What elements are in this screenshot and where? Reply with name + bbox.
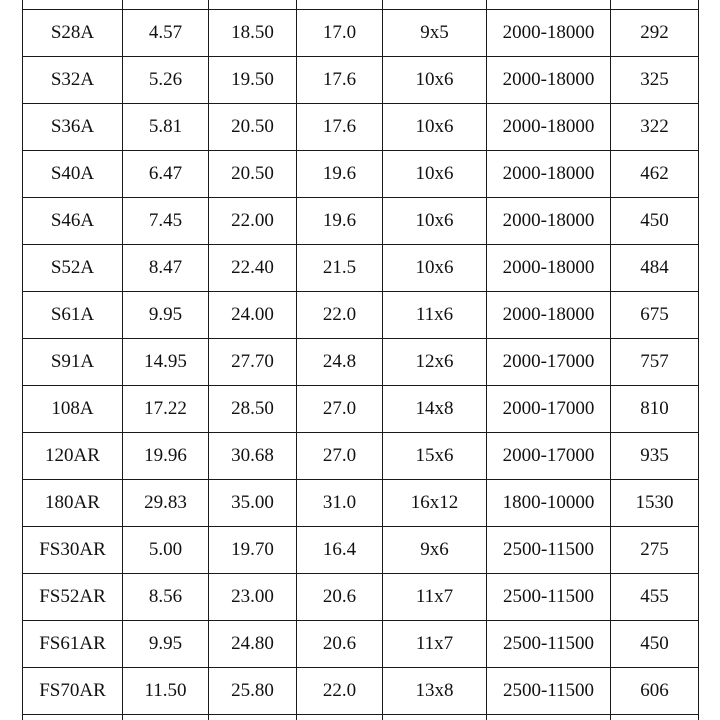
table-cell: 31.0 bbox=[297, 480, 383, 527]
table-cell: 606 bbox=[611, 668, 699, 715]
table-cell: 20.50 bbox=[209, 151, 297, 198]
table-cell: 935 bbox=[611, 433, 699, 480]
table-cell: 2000-18000 bbox=[487, 245, 611, 292]
table-cell: 14x8 bbox=[383, 386, 487, 433]
model-cell: S46A bbox=[23, 198, 123, 245]
table-cell: 17.0 bbox=[297, 10, 383, 57]
table-cell: 23.00 bbox=[209, 574, 297, 621]
table-cell: 21.5 bbox=[297, 245, 383, 292]
table-cell: 325 bbox=[611, 57, 699, 104]
table-cell: 19.6 bbox=[297, 151, 383, 198]
table-cell: 11.50 bbox=[123, 668, 209, 715]
table-cell: 2500-11500 bbox=[487, 527, 611, 574]
table-cell: 5.26 bbox=[123, 57, 209, 104]
table-cell: 9.95 bbox=[123, 621, 209, 668]
table-cell: 455 bbox=[611, 574, 699, 621]
table-row bbox=[23, 433, 699, 480]
table-cell: 10x6 bbox=[383, 57, 487, 104]
table-cell: 22.40 bbox=[209, 245, 297, 292]
model-cell: S91A bbox=[23, 339, 123, 386]
table-cell: 810 bbox=[611, 386, 699, 433]
table-cell: 2500-11500 bbox=[487, 668, 611, 715]
table-cell: 2000-17000 bbox=[487, 433, 611, 480]
table-cell: 4.57 bbox=[123, 10, 209, 57]
table-row bbox=[23, 292, 699, 339]
table-row bbox=[23, 339, 699, 386]
table-cell: 11x7 bbox=[383, 621, 487, 668]
table-cell bbox=[23, 715, 123, 720]
model-cell: 120AR bbox=[23, 433, 123, 480]
table-cell: 35.00 bbox=[209, 480, 297, 527]
spec-table-body bbox=[23, 0, 699, 720]
table-row bbox=[23, 621, 699, 668]
table-cell: 292 bbox=[611, 10, 699, 57]
table-cell: 17.6 bbox=[297, 57, 383, 104]
table-row bbox=[23, 151, 699, 198]
table-cell: 17.6 bbox=[297, 104, 383, 151]
table-cell: 27.0 bbox=[297, 433, 383, 480]
table-cell: 25.80 bbox=[209, 668, 297, 715]
table-cell: 5.00 bbox=[123, 527, 209, 574]
table-cell: 14.95 bbox=[123, 339, 209, 386]
table-cell: 1530 bbox=[611, 480, 699, 527]
table-cell: 2000-17000 bbox=[487, 339, 611, 386]
table-cell: 275 bbox=[611, 527, 699, 574]
table-cell: 9.95 bbox=[123, 292, 209, 339]
table-cell: 20.6 bbox=[297, 574, 383, 621]
spec-table bbox=[22, 0, 699, 720]
model-cell: 180AR bbox=[23, 480, 123, 527]
table-cell bbox=[611, 0, 699, 10]
table-cell: 2000-18000 bbox=[487, 292, 611, 339]
table-cell: 9x5 bbox=[383, 10, 487, 57]
table-cell: 19.6 bbox=[297, 198, 383, 245]
table-row bbox=[23, 574, 699, 621]
table-row bbox=[23, 668, 699, 715]
table-cell: 18.50 bbox=[209, 10, 297, 57]
table-cell: 24.8 bbox=[297, 339, 383, 386]
table-row bbox=[23, 245, 699, 292]
table-cell: 2000-18000 bbox=[487, 57, 611, 104]
model-cell: S36A bbox=[23, 104, 123, 151]
table-cell: 16x12 bbox=[383, 480, 487, 527]
table-cell: 20.50 bbox=[209, 104, 297, 151]
table-cell: 450 bbox=[611, 198, 699, 245]
table-cell: 2000-17000 bbox=[487, 386, 611, 433]
table-row bbox=[23, 480, 699, 527]
model-cell: S28A bbox=[23, 10, 123, 57]
table-cell: 6.47 bbox=[123, 151, 209, 198]
table-cell: 16.4 bbox=[297, 527, 383, 574]
table-cell bbox=[209, 0, 297, 10]
table-cell: 29.83 bbox=[123, 480, 209, 527]
table-cell: 13x8 bbox=[383, 668, 487, 715]
table-cell: 675 bbox=[611, 292, 699, 339]
table-cell bbox=[209, 715, 297, 720]
table-cell: 19.50 bbox=[209, 57, 297, 104]
table-row bbox=[23, 198, 699, 245]
table-cell: 20.6 bbox=[297, 621, 383, 668]
table-cell bbox=[487, 0, 611, 10]
model-cell: S32A bbox=[23, 57, 123, 104]
table-cell bbox=[487, 715, 611, 720]
table-cell: 2000-18000 bbox=[487, 198, 611, 245]
table-cell: 19.70 bbox=[209, 527, 297, 574]
table-cell: 27.0 bbox=[297, 386, 383, 433]
table-cell bbox=[383, 0, 487, 10]
table-cell: 322 bbox=[611, 104, 699, 151]
table-cell bbox=[297, 0, 383, 10]
table-cell bbox=[123, 0, 209, 10]
table-cell: 24.80 bbox=[209, 621, 297, 668]
table-cell: 5.81 bbox=[123, 104, 209, 151]
table-cell: 22.00 bbox=[209, 198, 297, 245]
model-cell: S52A bbox=[23, 245, 123, 292]
table-cell: 28.50 bbox=[209, 386, 297, 433]
table-cell: 757 bbox=[611, 339, 699, 386]
table-cell: 8.56 bbox=[123, 574, 209, 621]
table-cell bbox=[23, 0, 123, 10]
table-row-partial bbox=[23, 715, 699, 720]
table-cell: 11x7 bbox=[383, 574, 487, 621]
table-cell bbox=[123, 715, 209, 720]
table-cell: 30.68 bbox=[209, 433, 297, 480]
table-cell: 2000-18000 bbox=[487, 151, 611, 198]
model-cell: FS61AR bbox=[23, 621, 123, 668]
table-cell: 22.0 bbox=[297, 292, 383, 339]
table-row bbox=[23, 386, 699, 433]
table-cell: 10x6 bbox=[383, 104, 487, 151]
table-cell: 27.70 bbox=[209, 339, 297, 386]
table-cell: 450 bbox=[611, 621, 699, 668]
table-row bbox=[23, 57, 699, 104]
table-cell: 2000-18000 bbox=[487, 10, 611, 57]
table-cell: 1800-10000 bbox=[487, 480, 611, 527]
model-cell: S40A bbox=[23, 151, 123, 198]
model-cell: FS30AR bbox=[23, 527, 123, 574]
table-cell: 15x6 bbox=[383, 433, 487, 480]
table-cell bbox=[383, 715, 487, 720]
table-cell: 2500-11500 bbox=[487, 574, 611, 621]
table-cell: 19.96 bbox=[123, 433, 209, 480]
table-cell: 22.0 bbox=[297, 668, 383, 715]
table-cell: 24.00 bbox=[209, 292, 297, 339]
table-cell: 7.45 bbox=[123, 198, 209, 245]
table-cell: 8.47 bbox=[123, 245, 209, 292]
table-cell: 9x6 bbox=[383, 527, 487, 574]
table-cell: 10x6 bbox=[383, 198, 487, 245]
model-cell: 108A bbox=[23, 386, 123, 433]
table-cell: 17.22 bbox=[123, 386, 209, 433]
table-cell: 2500-11500 bbox=[487, 621, 611, 668]
model-cell: FS52AR bbox=[23, 574, 123, 621]
table-cell: 12x6 bbox=[383, 339, 487, 386]
table-cell: 2000-18000 bbox=[487, 104, 611, 151]
table-row bbox=[23, 527, 699, 574]
table-cell: 484 bbox=[611, 245, 699, 292]
table-row-partial bbox=[23, 0, 699, 10]
model-cell: FS70AR bbox=[23, 668, 123, 715]
table-cell bbox=[297, 715, 383, 720]
table-cell bbox=[611, 715, 699, 720]
table-cell: 462 bbox=[611, 151, 699, 198]
table-cell: 10x6 bbox=[383, 151, 487, 198]
table-row bbox=[23, 104, 699, 151]
table-cell: 11x6 bbox=[383, 292, 487, 339]
model-cell: S61A bbox=[23, 292, 123, 339]
table-row bbox=[23, 10, 699, 57]
table-cell: 10x6 bbox=[383, 245, 487, 292]
